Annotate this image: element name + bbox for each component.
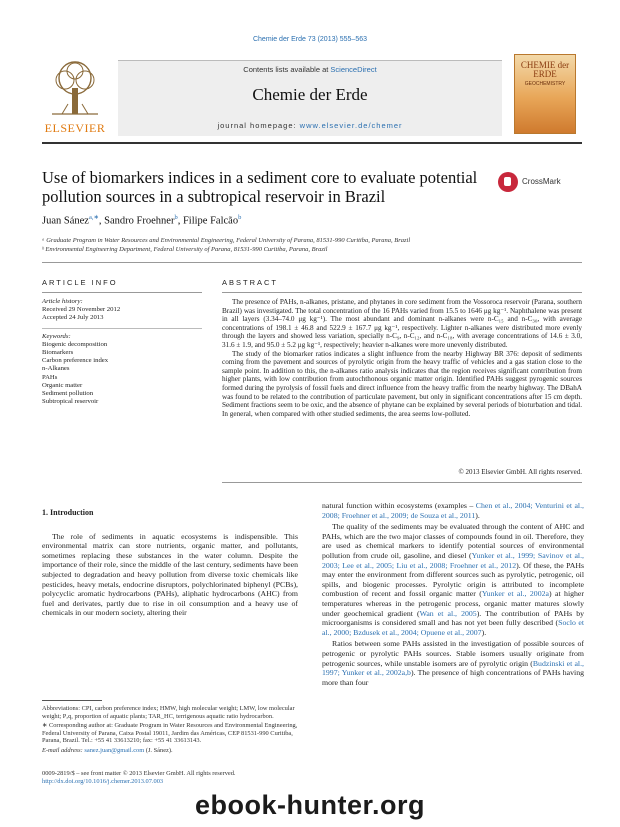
elsevier-logo[interactable] bbox=[42, 60, 108, 136]
body-text: ). The presence of high concentrations of PAHs having more than four bbox=[322, 668, 585, 687]
abbreviations-footnote: Abbreviations: CPI, carbon preference index; HMW, high molecular weight; LMW, low molecular weight; Pₐq, proportion of aquatic plants; TAR_HC, terrigenous aquatic ratio hydrocarbon. bbox=[42, 705, 295, 720]
body-paragraph: The role of sediments in aquatic ecosystems is indispensible. This environmental matrix can store nutrients, organic matter, and pollutants, sometimes replacing these substances in the water column. Despite the importance of their role, since the middle of the last century, sediments have been subjected to degradation and heavy pollution from diverse toxic chemicals like pesticides, heavy metals, endocrine disruptors, polychlorinated biphenyl (PCBs), polycyclic aromatic hydrocarbons (PAHs), aliphatic hydrocarbons (AHC) from fuel and derivates, partly due to rise in oil consumption and a heavy use of chemicals in our modern society, altering their bbox=[42, 531, 298, 618]
journal-cover-image[interactable] bbox=[514, 54, 576, 134]
article-title: Use of biomarkers indices in a sediment core to evaluate potential pollution sources in a subtropical reservoir in Brazil bbox=[42, 168, 478, 206]
keyword-item: Biogenic decomposition bbox=[42, 340, 108, 348]
cover-title: CHEMIE der ERDE bbox=[520, 60, 570, 79]
section-heading: 1. Introduction bbox=[42, 508, 94, 517]
journal-reference[interactable]: Chemie der Erde 73 (2013) 555–563 bbox=[252, 36, 368, 43]
body-paragraph bbox=[322, 522, 584, 637]
header-divider bbox=[42, 262, 582, 263]
article-info-heading: ARTICLE INFO bbox=[42, 278, 118, 287]
citation-link[interactable]: Yunker et al., 1999; Savinov et al., 2003; Lee et al., 2005; Liu et al., 2008; Froehner et al., 2012 bbox=[322, 550, 584, 570]
author-affiliation-marker[interactable]: b bbox=[238, 214, 242, 221]
citation-link[interactable]: Wan et al., 2005 bbox=[419, 608, 477, 618]
sciencedirect-link[interactable]: ScienceDirect bbox=[330, 65, 377, 74]
email-label: E-mail address: bbox=[42, 746, 85, 754]
homepage-prefix: journal homepage: bbox=[217, 121, 300, 130]
author-affiliation-marker[interactable]: b bbox=[174, 214, 178, 221]
keyword-item: Organic matter bbox=[42, 381, 83, 389]
citation-link[interactable]: Chen et al., 2004; Venturini et al., 2008; Froehner et al., 2009; de Souza et al., 2011 bbox=[322, 501, 584, 520]
homepage-link[interactable]: www.elsevier.de/chemer bbox=[299, 121, 403, 130]
journal-homepage bbox=[118, 121, 502, 130]
doi-link[interactable]: http://dx.doi.org/10.1016/j.chemer.2013.07.003 bbox=[42, 778, 164, 785]
author-name[interactable]: Filipe Falcão bbox=[182, 215, 239, 227]
abstract-heading: ABSTRACT bbox=[222, 278, 279, 287]
keyword-item: Subtropical reservoir bbox=[42, 398, 99, 406]
keyword-item: Sediment pollution bbox=[42, 390, 94, 398]
body-text: natural function within ecosystems (examples – bbox=[322, 501, 476, 510]
journal-banner bbox=[118, 60, 502, 136]
author-affiliation-marker[interactable]: a,∗ bbox=[88, 214, 99, 221]
body-column-right bbox=[322, 501, 584, 689]
author-separator: , bbox=[98, 215, 105, 227]
keyword-item: Biomarkers bbox=[42, 349, 74, 357]
abstract-body bbox=[222, 298, 582, 418]
contents-line bbox=[118, 65, 502, 74]
copyright-notice: © 2013 Elsevier GmbH. All rights reserved. bbox=[458, 468, 582, 476]
body-text: The quality of the sediments may be evaluated through the content of AHC and PAHs, which are the two major classes of compounds found in oil. Therefore, they are used as chemical markers to identify potential sources of environmental pollution from crude oil, gasoline, and diesel ( bbox=[322, 522, 584, 560]
body-text: ). Of these, the PAHs may enter the environment from different sources such as pyrolytic, petrogenic, oil spills, and biogenic processes. Pyrolytic origin is attributed to incomplete combustion of recent and fossil organic matter ( bbox=[322, 560, 584, 599]
accepted-date: Accepted 24 July 2013 bbox=[42, 314, 104, 322]
keywords-label: Keywords: bbox=[42, 332, 71, 340]
issn-block bbox=[42, 770, 302, 786]
affiliation-b: ᵇ Environmental Engineering Department, Federal University of Parana, 81531-990 Curitiba, Parana, Brazil bbox=[42, 246, 328, 253]
affiliation-a: ᵃ Graduate Program in Water Resources and Environmental Engineering, Federal University of Parana, 81531-990 Curitiba, Parana, Brazil bbox=[42, 237, 411, 244]
keyword-item: n-Alkanes bbox=[42, 365, 70, 373]
keyword-item: PAHs bbox=[42, 373, 58, 381]
abstract-paragraph: The study of the biomarker ratios indicates a slight influence from the nearby Highway BR 376: deposit of sediments coming from the pavement and sources of pyrolytic origin from the heavy traffic of vehicles and a gas station close to the sample point. In addition to this, the n-alkanes ratio analysis indicates that the region receives significant contribution from higher plants, with low contribution from autochthonous organic matter origin. Identified PAHs suggest pyrogenic sources formed during the pyrolysis of fossil fuels and direct influence from the heavy traffic from the nearby highway. The DBahA was found to be related to the contribution of particulate pavement, but only in significant concentrations after 15 cm depth. Sediment fractions seem to be oxic, and the absence of phytane can be explained by several periods of bioturbation and tidal. In general, when compared with other studied sediments, the area seems low-polluted. bbox=[222, 349, 582, 418]
abstract-end-divider bbox=[222, 482, 582, 483]
article-info-divider bbox=[42, 292, 202, 293]
email-suffix: (J. Sánez). bbox=[144, 746, 173, 754]
journal-title: Chemie der Erde bbox=[252, 85, 368, 104]
author-separator: , bbox=[177, 215, 183, 227]
contents-prefix: Contents lists available at bbox=[243, 65, 331, 74]
article-info-panel bbox=[42, 298, 202, 406]
crossmark-icon bbox=[498, 172, 518, 192]
history-label: Article history: bbox=[42, 298, 83, 305]
received-date: Received 29 November 2012 bbox=[42, 306, 121, 314]
cover-subtitle: GEOCHEMISTRY bbox=[524, 81, 566, 87]
journal-masthead bbox=[42, 60, 582, 136]
body-column-left bbox=[42, 508, 298, 620]
body-text: ). bbox=[481, 627, 487, 637]
masthead-divider bbox=[42, 142, 582, 144]
abstract-divider bbox=[222, 292, 582, 293]
citation-link[interactable]: Yunker et al., 2002a bbox=[481, 589, 549, 599]
elsevier-wordmark: ELSEVIER bbox=[44, 121, 106, 135]
body-text: ). bbox=[475, 510, 480, 520]
citation-link[interactable]: Budzinski et al., 1997; Yunker et al., 2002a,b bbox=[322, 658, 584, 678]
email-footnote bbox=[42, 747, 298, 755]
author-name[interactable]: Sandro Froehner bbox=[104, 215, 175, 227]
author-list bbox=[42, 213, 241, 227]
author-name[interactable]: Juan Sánez bbox=[42, 215, 89, 227]
abstract-paragraph: The presence of PAHs, n-alkanes, pristane, and phytanes in core sediment from the Vossoroca reservoir (Parana, southern Brazil) was investigated. The total concentration of the 16 PAHs varied from 15.5 to 1646 μg kg⁻¹. Naphthalene was present in all layers (3.34–74.0 μg kg⁻¹). The most abundant and dominant n-alkanes were n-C₁₅ and n-C₃₀, with average concentrations of 198.1 ± 46.8 and 522.9 ± 167.7 μg kg⁻¹, respectively. Lighter n-alkanes were distributed more evenly through the layers and showed less variation, specially n-C₉, n-C₁₂, and n-C₁₈, with average concentrations of 14.6 ± 3.0, 31.6 ± 1.9, and 95.0 ± 5.2 μg kg⁻¹, respectively; heavier n-alkanes were more unevenly distributed. bbox=[222, 298, 582, 349]
body-paragraph bbox=[322, 501, 584, 520]
body-text: ). The contribution of PAHs by microorganisms is considered small and has not yet been fully described ( bbox=[322, 608, 585, 628]
email-link[interactable]: sanez.juan@gmail.com bbox=[84, 746, 145, 754]
info-divider bbox=[42, 328, 202, 329]
corresponding-author-footnote: ∗ Corresponding author at: Graduate Program in Water Resources and Environmental Engineering, Federal University of Parana, Caixa Postal 19011, Jardim das Américas, CEP 81531-990 Curitiba, Parana, Brazil. Tel.: +55 41 33613210; fax: +55 41 33613143. bbox=[42, 722, 298, 745]
body-paragraph bbox=[322, 639, 584, 687]
crossmark-button[interactable] bbox=[498, 172, 584, 194]
issn-line: 0009-2819/$ – see front matter © 2013 Elsevier GmbH. All rights reserved. bbox=[42, 770, 236, 777]
elsevier-tree-icon bbox=[48, 60, 102, 116]
crossmark-label: CrossMark bbox=[522, 177, 561, 186]
footnote-rule bbox=[42, 700, 102, 701]
body-text: Ratios between some PAHs assisted in the investigation of possible sources of petrogenic or pyrolytic PAHs sources. Stable isomers usually originate from petrogenic sources, while unstable isomers are of pyrolytic origin ( bbox=[322, 639, 584, 668]
footnotes bbox=[42, 705, 298, 757]
body-text: ) at higher temperatures whereas in the petrogenic process, organic matter matures slowly under geochemical gradient ( bbox=[322, 589, 584, 618]
watermark: ebook-hunter.org bbox=[195, 790, 425, 820]
keyword-item: Carbon preference index bbox=[42, 357, 109, 365]
citation-link[interactable]: Soclo et al., 2000; Bzdusek et al., 2004; Opuene et al., 2007 bbox=[322, 618, 584, 637]
